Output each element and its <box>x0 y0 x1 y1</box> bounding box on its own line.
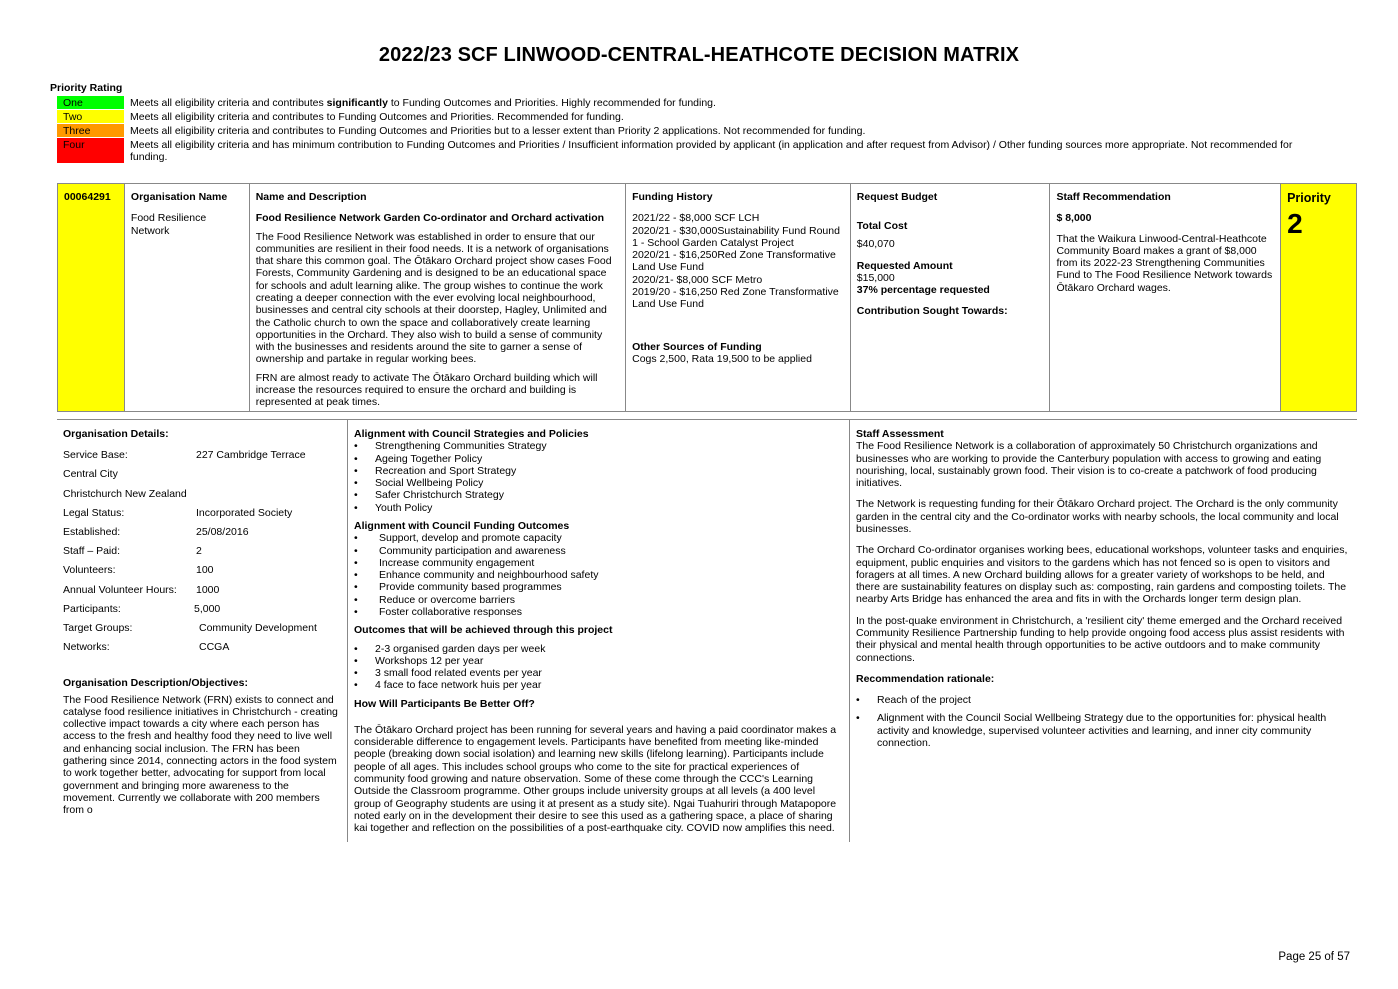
detail-row: Participants: 5,000 <box>63 602 221 615</box>
list-item: • Workshops 12 per year <box>354 655 843 667</box>
list-item: • Safer Christchurch Strategy <box>354 489 843 501</box>
list-item: • Social Wellbeing Policy <box>354 477 843 489</box>
list-item: • Reduce or overcome barriers <box>354 594 843 606</box>
request-budget-header: Request Budget <box>856 191 938 203</box>
detail-row: Established: 25/08/2016 <box>63 526 249 539</box>
detail-row: Central City <box>63 468 118 481</box>
detail-row: Annual Volunteer Hours: 1000 <box>63 583 220 596</box>
organisation-header: Organisation Name <box>130 191 228 203</box>
legend-swatch-three: Three <box>57 124 124 137</box>
legend-row-two <box>57 110 1317 123</box>
funding-line: 2021/22 - $8,000 SCF LCH <box>632 212 760 225</box>
staff-recommendation-column <box>1050 184 1281 411</box>
funding-outcomes-header: Alignment with Council Funding Outcomes <box>354 519 570 532</box>
assessment-paragraph: The Food Resilience Network is a collaboration of approximately 50 Christchurch organizations and businesses who are working to provide the Canterbury population with access to growing and eating nourishing, local, sustainably grown food. Their vision is to co-create a patchwork of food producing initiatives. <box>856 440 1322 490</box>
priority-value: 2 <box>1287 207 1303 239</box>
organisation-details <box>57 420 348 842</box>
achieved-outcomes-list <box>354 643 843 692</box>
rationale-header: Recommendation rationale: <box>856 672 995 685</box>
description-header: Name and Description <box>255 191 367 203</box>
detail-row: Christchurch New Zealand <box>63 487 187 500</box>
total-cost-label: Total Cost <box>856 220 908 233</box>
list-item: • Recreation and Sport Strategy <box>354 465 843 477</box>
staff-assessment-header: Staff Assessment <box>856 428 944 440</box>
funding-history-column <box>626 184 851 411</box>
rationale-list <box>856 694 1351 749</box>
assessment-paragraph: The Network is requesting funding for their Ōtākaro Orchard project. The Orchard is the only community garden in the central city and the Co-ordinator works with nearby schools, the local community and local businesses. <box>856 498 1339 535</box>
objectives-header: Organisation Description/Objectives: <box>63 677 248 690</box>
recommended-amount: $ 8,000 <box>1056 212 1092 225</box>
funding-history-header: Funding History <box>632 191 713 203</box>
list-item: • 3 small food related events per year <box>354 667 843 679</box>
request-budget-column <box>851 184 1051 411</box>
funding-line: 2019/20 - $16,250 Red Zone Transformative Land Use Fund <box>632 285 839 311</box>
application-id: 00064291 <box>58 184 125 411</box>
page-number: Page 25 of 57 <box>1278 951 1350 963</box>
better-off-header: How Will Participants Be Better Off? <box>354 697 535 710</box>
list-item: • Increase community engagement <box>354 557 843 569</box>
requested-amount-value: $15,000 <box>856 272 895 285</box>
description-column <box>250 184 626 411</box>
alignment-column <box>348 420 850 842</box>
list-item: • Alignment with the Council Social Wellbeing Strategy due to the opportunities for: physical health activity and knowledge, supervised volunteer activities and learning, and inner city community connection. <box>856 712 1351 749</box>
other-funding-text: Cogs 2,500, Rata 19,500 to be applied <box>632 352 812 365</box>
lower-section <box>57 419 1357 842</box>
detail-row: Staff – Paid: 2 <box>63 545 202 558</box>
percentage-requested: 37% percentage requested <box>856 284 990 297</box>
achieved-outcomes-header: Outcomes that will be achieved through this project <box>354 624 613 637</box>
list-item: • Youth Policy <box>354 502 843 514</box>
list-item: • 2-3 organised garden days per week <box>354 643 843 655</box>
detail-row: Target Groups: Community Development <box>63 621 317 634</box>
funding-line: 2020/21- $8,000 SCF Metro <box>632 273 763 286</box>
list-item: • Support, develop and promote capacity <box>354 532 843 544</box>
legend-text-four: Meets all eligibility criteria and has minimum contribution to Funding Outcomes and Priorities / Insufficient information provided by applicant (in application and after request from Advisor) / Other funding sources more appropriate. Not recommended for funding. <box>130 139 1293 163</box>
legend-text-one: Meets all eligibility criteria and contributes significantly to Funding Outcomes and Priorities. Highly recommended for funding. <box>130 97 716 109</box>
detail-row: Volunteers: 100 <box>63 564 214 577</box>
legend-row-one <box>57 96 1317 109</box>
contribution-label: Contribution Sought Towards: <box>856 304 1008 317</box>
detail-row: Legal Status: Incorporated Society <box>63 506 293 519</box>
legend-swatch-four: Four <box>57 138 124 163</box>
decision-matrix-row <box>57 183 1357 412</box>
assessment-paragraph: In the post-quake environment in Christchurch, a 'resilient city' theme emerged and the Orchard received Community Resilience Partnership funding to help provide ongoing food access plus assist residents with their physical and mental health through opportunities to be active outdoors and to make community connections. <box>856 614 1345 664</box>
project-title: Food Resilience Network Garden Co-ordinator and Orchard activation <box>255 212 605 225</box>
legend-row-four <box>57 138 1317 163</box>
staff-recommendation-text: That the Waikura Linwood-Central-Heathcote Community Board makes a grant of $8,000 from its 2022-23 Strengthening Communities Fund to The Food Resilience Network towards Ōtākaro Orchard wages. <box>1056 232 1273 294</box>
priority-rating-heading: Priority Rating <box>50 82 123 94</box>
assessment-paragraph: The Orchard Co-ordinator organises working bees, educational workshops, volunteer tasks and enquiries, equipment, public enquiries and visitors to the gardens which has not fenced so is open to visitors and foragers at all times. A new Orchard building allows for a greater variety of workshops to be held, and there are sustainability features on display such as: composting, rain gardens and composting toilets. The nearby Arts Bridge has enhanced the area and fits in with the Orchards longer term design plan. <box>856 544 1348 606</box>
list-item: • Ageing Together Policy <box>354 453 843 465</box>
staff-assessment-column <box>850 420 1357 842</box>
list-item: • Reach of the project <box>856 694 1351 706</box>
strategies-header: Alignment with Council Strategies and Policies <box>354 428 589 440</box>
list-item: • Community participation and awareness <box>354 545 843 557</box>
strategies-list <box>354 440 843 514</box>
list-item: • Foster collaborative responses <box>354 606 843 618</box>
objectives-text: The Food Resilience Network (FRN) exists to connect and catalyse food resilience initiatives in Christchurch - creating collective impact towards a city where each person has access to the fresh and healthy food they need to live well and enhancing social inclusion. The FRN has been gathering since 2014, connecting actors in the food system to work together better, advocating for support from local government and bringing more awareness to the movement. Currently we collaborate with 200 members from o <box>63 693 338 817</box>
description-paragraph-2: FRN are almost ready to activate The Ōtākaro Orchard building which will increase the resources required to ensure the orchard and building is represented at peak times. <box>255 371 598 409</box>
list-item: • Strengthening Communities Strategy <box>354 440 843 452</box>
legend-text-three: Meets all eligibility criteria and contributes to Funding Outcomes and Priorities but to a lesser extent than Priority 2 applications. Not recommended for funding. <box>130 125 866 137</box>
better-off-text: The Ōtākaro Orchard project has been running for several years and having a paid coordinator makes a considerable difference to engagement levels. Participants have benefited from meeting like-minded people (breaking down social isolation) and learning new skills (lifelong learning). Participants include people of all ages. This includes school groups who come to the site for practical experiences of community food growing and nature observation. Some of these come through the CCC's Learning Outside the Classroom programme. Other groups include university groups at all levels (a 400 level group of Geography students are using it at present as a study site). Ngai Tuahuriri through Matapopore noted early on in the development their desire to see this used as a gathering space, a place of sharing kai together and reflection on the possibilities of a post-earthquake city. COVID now amplifies this need. <box>354 723 837 835</box>
list-item: • 4 face to face network huis per year <box>354 679 843 691</box>
priority-column <box>1281 184 1356 411</box>
organisation-name: Food Resilience Network <box>130 212 207 237</box>
funding-line: 2020/21 - $16,250Red Zone Transformative Land Use Fund <box>632 249 836 274</box>
legend-row-three <box>57 124 1317 137</box>
detail-row: Service Base: 227 Cambridge Terrace <box>63 449 306 462</box>
requested-amount-label: Requested Amount <box>856 259 953 272</box>
priority-legend <box>57 96 1317 164</box>
funding-line: 2020/21 - $30,000Sustainability Fund Round 1 - School Garden Catalyst Project <box>632 224 840 249</box>
organisation-details-header: Organisation Details: <box>63 428 169 440</box>
list-item: • Provide community based programmes <box>354 581 843 593</box>
organisation-column <box>125 184 250 411</box>
detail-row: Networks: CCGA <box>63 641 230 654</box>
legend-swatch-two: Two <box>57 110 124 123</box>
funding-outcomes-list <box>354 532 843 618</box>
priority-header: Priority <box>1287 191 1331 205</box>
legend-text-two: Meets all eligibility criteria and contributes to Funding Outcomes and Priorities. Recommended for funding. <box>130 111 624 123</box>
other-funding-header: Other Sources of Funding <box>632 340 762 353</box>
description-paragraph-1: The Food Resilience Network was established in order to ensure that our communities are resilient in their food needs. It is a network of organisations that share this common goal. The Ōtākaro Orchard project show cases Food Forests, Community Gardening and is designed to be an educational space for schools and adult learning alike. The group wishes to continue the work creating a deeper connection with the ever evolving local neighbourhood, businesses and central city schools at their doorstep, Hagley, Unlimited and the Catholic church to own the space and collaboratively create learning opportunities in the Orchard. They also wish to build a sense of community with the businesses and residents around the site to garner a sense of ownership and partake in regular working bees. <box>255 230 612 366</box>
legend-swatch-one: One <box>57 96 124 109</box>
staff-recommendation-header: Staff Recommendation <box>1056 191 1171 203</box>
list-item: • Enhance community and neighbourhood safety <box>354 569 843 581</box>
page-title: 2022/23 SCF LINWOOD-CENTRAL-HEATHCOTE DECISION MATRIX <box>378 44 1020 66</box>
total-cost-value: $40,070 <box>856 237 895 250</box>
